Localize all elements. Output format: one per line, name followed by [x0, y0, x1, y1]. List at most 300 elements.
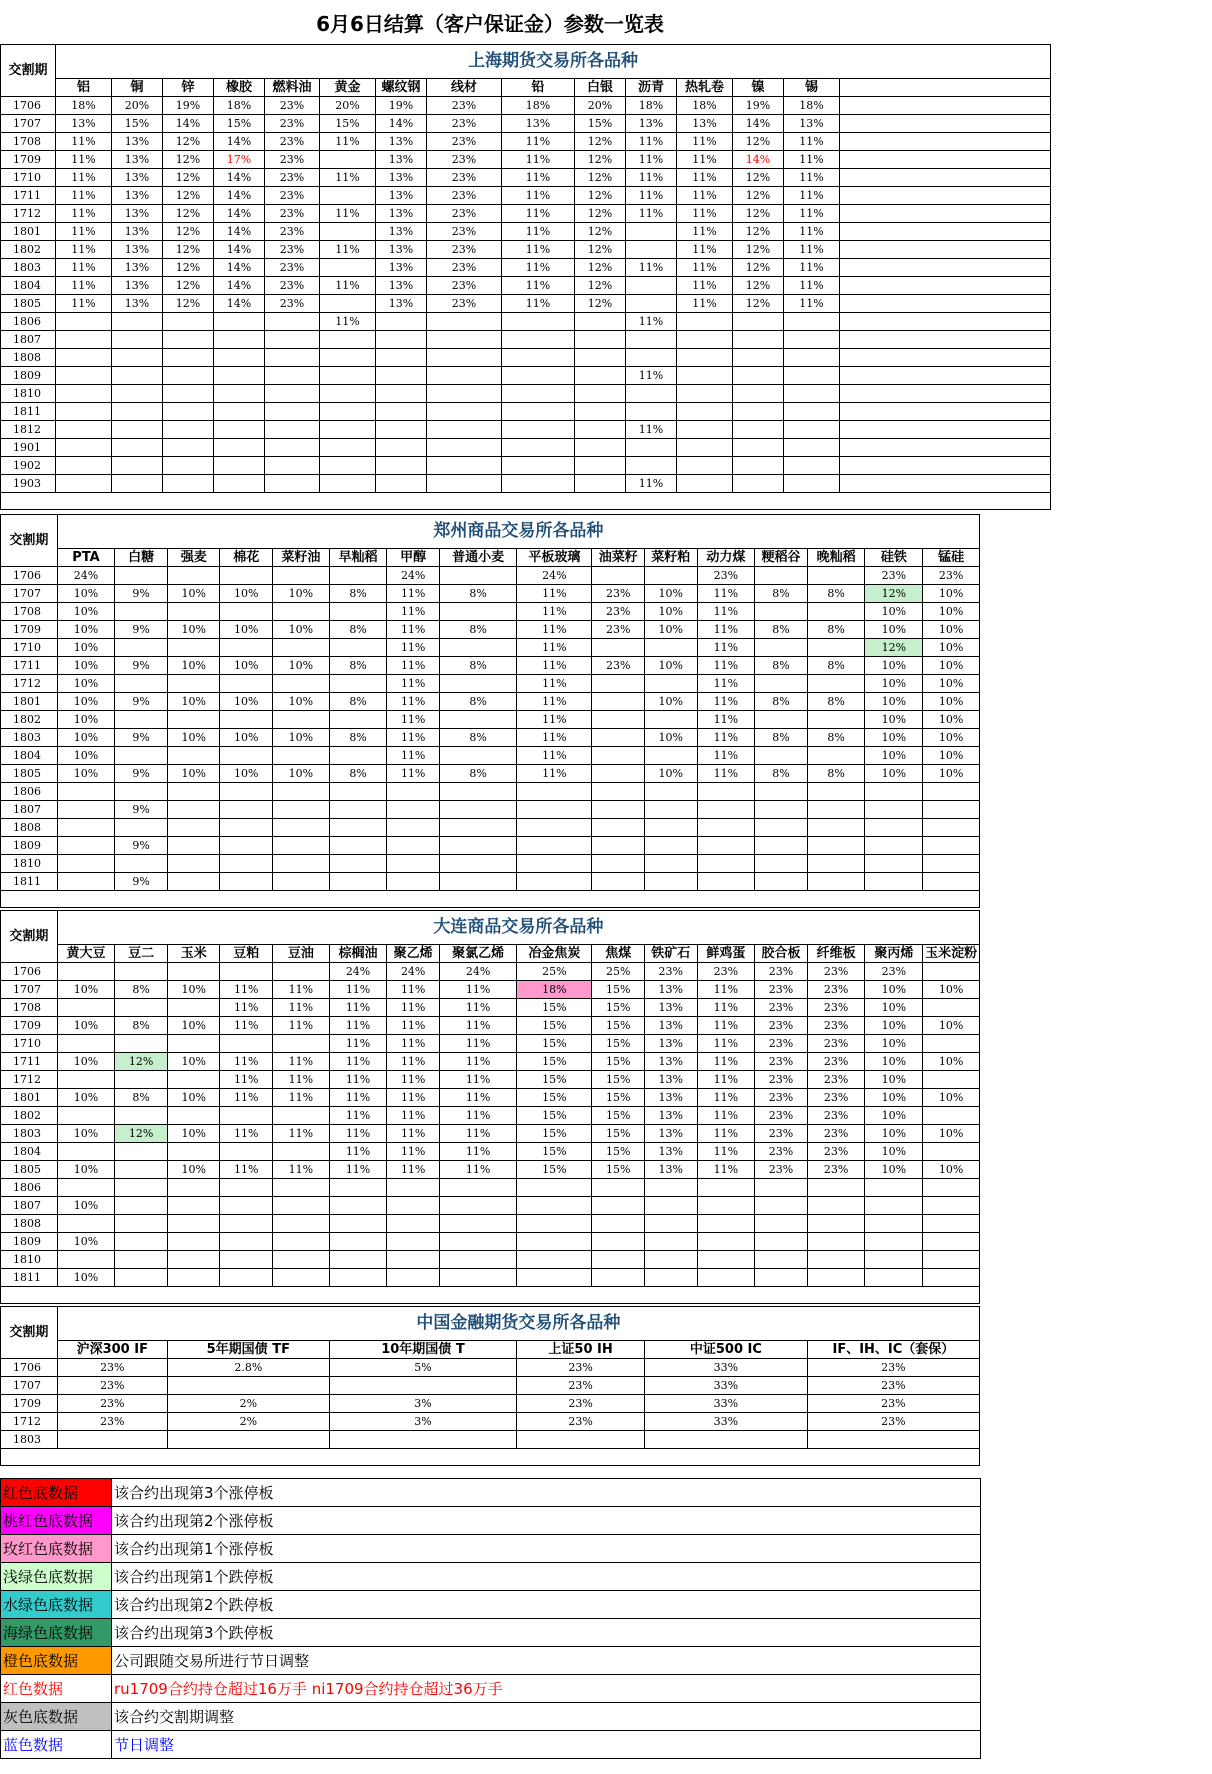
margin-cell: 8%	[755, 621, 808, 639]
margin-cell: 11%	[329, 1089, 387, 1107]
legend-swatch-label: 水绿色底数据	[1, 1591, 112, 1619]
margin-cell	[807, 855, 865, 873]
margin-cell: 11%	[439, 1089, 516, 1107]
margin-cell	[439, 747, 516, 765]
margin-cell	[273, 1197, 330, 1215]
margin-cell	[273, 1215, 330, 1233]
margin-cell: 23%	[265, 205, 320, 223]
margin-cell	[807, 837, 865, 855]
delivery-period: 1802	[1, 711, 58, 729]
margin-cell: 11%	[387, 1053, 440, 1071]
margin-cell: 15%	[592, 1089, 645, 1107]
margin-cell	[214, 439, 265, 457]
margin-cell: 23%	[755, 1107, 808, 1125]
margin-cell: 15%	[517, 999, 592, 1017]
margin-cell	[220, 1251, 273, 1269]
margin-cell: 23%	[517, 1377, 645, 1395]
margin-cell: 11%	[387, 1035, 440, 1053]
margin-cell	[273, 1251, 330, 1269]
margin-cell: 23%	[755, 1017, 808, 1035]
margin-cell	[320, 439, 376, 457]
margin-cell	[220, 783, 273, 801]
margin-cell: 11%	[697, 711, 755, 729]
delivery-period: 1810	[1, 1251, 58, 1269]
table-row	[1, 1197, 980, 1215]
margin-cell	[387, 783, 440, 801]
margin-cell: 23%	[807, 1017, 865, 1035]
margin-cell: 10%	[57, 657, 115, 675]
margin-cell: 15%	[320, 115, 376, 133]
margin-cell: 11%	[677, 223, 733, 241]
table-row	[1, 1125, 980, 1143]
margin-cell	[644, 819, 697, 837]
delivery-period: 1802	[1, 241, 56, 259]
margin-cell: 23%	[265, 133, 320, 151]
legend-swatch-label: 蓝色数据	[1, 1731, 112, 1759]
margin-cell: 11%	[677, 295, 733, 313]
margin-cell	[755, 1251, 808, 1269]
margin-cell: 23%	[265, 97, 320, 115]
empty-cell	[840, 349, 1051, 367]
margin-cell: 11%	[329, 1017, 387, 1035]
table-row	[1, 385, 1051, 403]
margin-cell	[592, 693, 645, 711]
margin-cell	[115, 603, 168, 621]
margin-cell: 11%	[677, 151, 733, 169]
margin-cell	[439, 1251, 516, 1269]
margin-cell	[220, 1215, 273, 1233]
table-row	[1, 693, 980, 711]
margin-cell: 10%	[57, 1161, 115, 1179]
margin-cell	[329, 1179, 387, 1197]
cffex-exchange-title: 中国金融期货交易所各品种	[57, 1307, 979, 1341]
table-row	[1, 1359, 980, 1377]
margin-cell: 11%	[56, 169, 112, 187]
margin-cell	[592, 567, 645, 585]
margin-cell: 23%	[697, 963, 755, 981]
product-header: 动力煤	[697, 549, 755, 567]
margin-cell: 23%	[592, 621, 645, 639]
margin-cell	[387, 1215, 440, 1233]
product-header: 聚氯乙烯	[439, 945, 516, 963]
margin-cell	[329, 639, 387, 657]
margin-cell	[376, 385, 427, 403]
margin-cell: 13%	[376, 295, 427, 313]
margin-cell	[329, 567, 387, 585]
margin-cell: 11%	[517, 639, 592, 657]
margin-cell: 12%	[733, 277, 784, 295]
margin-cell: 11%	[387, 729, 440, 747]
table-row	[1, 259, 1051, 277]
margin-cell: 10%	[865, 729, 923, 747]
margin-cell	[427, 457, 502, 475]
margin-cell: 10%	[865, 747, 923, 765]
margin-cell: 11%	[517, 675, 592, 693]
margin-cell: 15%	[575, 115, 626, 133]
empty-cell	[840, 331, 1051, 349]
margin-cell: 10%	[57, 1089, 115, 1107]
margin-cell	[923, 819, 980, 837]
margin-cell: 10%	[57, 639, 115, 657]
margin-cell: 11%	[273, 1017, 330, 1035]
margin-cell	[56, 457, 112, 475]
margin-cell	[320, 259, 376, 277]
product-header: 聚丙烯	[865, 945, 923, 963]
margin-cell: 11%	[220, 1053, 273, 1071]
margin-cell	[214, 403, 265, 421]
margin-cell: 15%	[592, 1071, 645, 1089]
margin-cell	[273, 873, 330, 891]
legend-description: 该合约出现第3个跌停板	[112, 1619, 981, 1647]
margin-cell	[517, 1269, 592, 1287]
margin-cell	[755, 711, 808, 729]
margin-cell	[57, 819, 115, 837]
margin-cell	[439, 1197, 516, 1215]
margin-cell: 13%	[376, 169, 427, 187]
margin-cell: 15%	[592, 1125, 645, 1143]
margin-cell	[273, 1107, 330, 1125]
margin-cell: 10%	[865, 981, 923, 999]
margin-cell	[320, 331, 376, 349]
table-row	[1, 223, 1051, 241]
margin-cell	[923, 1035, 980, 1053]
margin-cell: 14%	[733, 151, 784, 169]
margin-cell: 13%	[112, 223, 163, 241]
margin-cell: 10%	[273, 693, 330, 711]
legend-swatch-label: 橙色底数据	[1, 1647, 112, 1675]
table-row	[1, 133, 1051, 151]
delivery-period: 1711	[1, 657, 58, 675]
legend-swatch-label: 海绿色底数据	[1, 1619, 112, 1647]
margin-cell: 23%	[807, 1377, 979, 1395]
margin-cell	[115, 1107, 168, 1125]
margin-cell	[387, 801, 440, 819]
margin-cell: 11%	[502, 151, 575, 169]
margin-cell: 11%	[502, 187, 575, 205]
table-row	[1, 1215, 980, 1233]
table-row	[1, 675, 980, 693]
margin-cell: 15%	[517, 1089, 592, 1107]
product-header: 铁矿石	[644, 945, 697, 963]
margin-cell	[807, 1269, 865, 1287]
margin-cell	[220, 1269, 273, 1287]
margin-cell	[273, 819, 330, 837]
delivery-period: 1707	[1, 981, 58, 999]
margin-cell: 23%	[755, 1125, 808, 1143]
delivery-period: 1903	[1, 475, 56, 493]
margin-cell	[115, 1215, 168, 1233]
margin-cell: 12%	[575, 295, 626, 313]
empty-cell	[840, 457, 1051, 475]
margin-cell: 23%	[427, 133, 502, 151]
margin-cell: 11%	[220, 999, 273, 1017]
margin-cell: 13%	[112, 169, 163, 187]
margin-cell: 9%	[115, 693, 168, 711]
margin-cell: 10%	[865, 1125, 923, 1143]
margin-cell	[807, 603, 865, 621]
product-header: 平板玻璃	[517, 549, 592, 567]
margin-cell	[427, 421, 502, 439]
margin-cell: 18%	[784, 97, 840, 115]
margin-cell: 11%	[697, 603, 755, 621]
margin-cell: 15%	[517, 1143, 592, 1161]
margin-cell	[112, 421, 163, 439]
margin-cell: 11%	[439, 1017, 516, 1035]
sheet-title: 6月6日结算（客户保证金）参数一览表	[316, 12, 664, 36]
margin-cell: 12%	[163, 241, 214, 259]
margin-cell	[923, 1071, 980, 1089]
margin-cell: 10%	[57, 1269, 115, 1287]
margin-cell	[115, 675, 168, 693]
margin-cell: 12%	[115, 1125, 168, 1143]
delivery-period: 1809	[1, 837, 58, 855]
margin-cell: 13%	[677, 115, 733, 133]
margin-cell	[517, 801, 592, 819]
delivery-period: 1810	[1, 855, 58, 873]
margin-cell	[56, 439, 112, 457]
margin-cell	[923, 801, 980, 819]
margin-cell	[387, 855, 440, 873]
legend-description: 该合约出现第1个涨停板	[112, 1535, 981, 1563]
margin-cell: 12%	[733, 187, 784, 205]
table-row	[1, 1017, 980, 1035]
margin-cell	[376, 457, 427, 475]
margin-cell: 15%	[517, 1107, 592, 1125]
margin-cell: 23%	[807, 1089, 865, 1107]
margin-cell	[592, 1269, 645, 1287]
margin-cell	[697, 783, 755, 801]
margin-cell: 11%	[502, 223, 575, 241]
product-header: 5年期国债 TF	[167, 1341, 329, 1359]
table-row	[1, 1179, 980, 1197]
margin-cell: 12%	[865, 585, 923, 603]
margin-cell	[329, 783, 387, 801]
product-header: 橡胶	[214, 79, 265, 97]
margin-cell: 9%	[115, 765, 168, 783]
table-row	[1, 657, 980, 675]
margin-cell: 11%	[320, 241, 376, 259]
margin-cell: 11%	[439, 1161, 516, 1179]
margin-cell: 11%	[320, 169, 376, 187]
margin-cell: 11%	[784, 169, 840, 187]
table-row	[1, 765, 980, 783]
dce-exchange-title: 大连商品交易所各品种	[57, 911, 979, 945]
delivery-period: 1812	[1, 421, 56, 439]
margin-cell: 11%	[220, 981, 273, 999]
delivery-period: 1712	[1, 1071, 58, 1089]
delivery-period: 1801	[1, 223, 56, 241]
margin-cell	[697, 1179, 755, 1197]
margin-cell: 11%	[784, 259, 840, 277]
margin-cell: 18%	[677, 97, 733, 115]
delivery-period: 1708	[1, 133, 56, 151]
margin-cell: 11%	[697, 1089, 755, 1107]
margin-cell: 11%	[387, 657, 440, 675]
margin-cell: 8%	[115, 1017, 168, 1035]
legend-description: 该合约交割期调整	[112, 1703, 981, 1731]
margin-cell	[865, 1251, 923, 1269]
delivery-period: 1709	[1, 1395, 58, 1413]
delivery-period: 1901	[1, 439, 56, 457]
margin-cell: 12%	[575, 205, 626, 223]
margin-cell	[923, 1197, 980, 1215]
margin-cell	[57, 783, 115, 801]
margin-cell: 18%	[517, 981, 592, 999]
margin-cell	[697, 1233, 755, 1251]
margin-cell	[115, 1035, 168, 1053]
margin-cell	[592, 1215, 645, 1233]
margin-cell: 10%	[644, 729, 697, 747]
product-header: 纤维板	[807, 945, 865, 963]
margin-cell: 12%	[575, 133, 626, 151]
margin-cell: 23%	[755, 1161, 808, 1179]
margin-cell: 12%	[575, 241, 626, 259]
margin-cell: 12%	[575, 151, 626, 169]
margin-cell: 23%	[265, 223, 320, 241]
margin-cell: 11%	[56, 259, 112, 277]
margin-cell	[807, 1179, 865, 1197]
table-row	[1, 783, 980, 801]
empty-cell	[840, 295, 1051, 313]
empty-cell	[840, 421, 1051, 439]
margin-cell: 23%	[755, 1071, 808, 1089]
margin-cell: 14%	[214, 295, 265, 313]
margin-cell: 10%	[923, 711, 980, 729]
margin-cell	[644, 873, 697, 891]
margin-cell: 13%	[644, 1125, 697, 1143]
margin-cell	[273, 747, 330, 765]
margin-cell: 11%	[677, 241, 733, 259]
margin-cell: 10%	[865, 1035, 923, 1053]
margin-cell: 13%	[644, 1143, 697, 1161]
table-row	[1, 999, 980, 1017]
margin-cell: 5%	[329, 1359, 517, 1377]
margin-cell	[273, 567, 330, 585]
margin-cell: 11%	[502, 277, 575, 295]
margin-cell: 23%	[427, 277, 502, 295]
margin-cell: 10%	[923, 981, 980, 999]
margin-cell: 13%	[112, 151, 163, 169]
margin-cell: 23%	[265, 241, 320, 259]
margin-cell	[167, 1035, 220, 1053]
margin-cell: 11%	[329, 1071, 387, 1089]
margin-cell: 11%	[387, 1161, 440, 1179]
margin-cell	[592, 729, 645, 747]
delivery-period: 1810	[1, 385, 56, 403]
margin-cell	[755, 801, 808, 819]
delivery-period: 1708	[1, 603, 58, 621]
delivery-period: 1807	[1, 801, 58, 819]
margin-cell	[265, 331, 320, 349]
margin-cell	[923, 1179, 980, 1197]
margin-cell	[273, 711, 330, 729]
margin-cell	[57, 1107, 115, 1125]
margin-cell	[592, 1179, 645, 1197]
margin-cell: 11%	[517, 729, 592, 747]
margin-cell: 11%	[517, 747, 592, 765]
margin-cell: 11%	[329, 1053, 387, 1071]
margin-cell	[784, 331, 840, 349]
margin-cell	[439, 639, 516, 657]
margin-cell	[167, 567, 220, 585]
margin-cell	[644, 711, 697, 729]
margin-cell	[923, 855, 980, 873]
margin-cell: 13%	[112, 133, 163, 151]
margin-cell: 11%	[697, 657, 755, 675]
margin-cell: 19%	[163, 97, 214, 115]
margin-cell: 13%	[502, 115, 575, 133]
margin-cell	[644, 1251, 697, 1269]
margin-cell	[167, 855, 220, 873]
margin-cell: 24%	[329, 963, 387, 981]
delivery-period: 1801	[1, 1089, 58, 1107]
margin-cell	[56, 349, 112, 367]
margin-cell: 23%	[755, 1035, 808, 1053]
margin-cell	[517, 873, 592, 891]
margin-cell: 10%	[57, 747, 115, 765]
margin-cell	[376, 475, 427, 493]
margin-cell	[592, 675, 645, 693]
product-header: 玉米淀粉	[923, 945, 980, 963]
margin-cell: 15%	[517, 1125, 592, 1143]
margin-cell: 12%	[733, 169, 784, 187]
product-header: 镍	[733, 79, 784, 97]
margin-cell: 18%	[56, 97, 112, 115]
margin-cell: 11%	[387, 639, 440, 657]
margin-cell: 8%	[807, 621, 865, 639]
margin-cell: 10%	[865, 765, 923, 783]
margin-cell: 11%	[329, 1125, 387, 1143]
margin-cell: 11%	[626, 151, 677, 169]
margin-cell: 11%	[387, 1089, 440, 1107]
margin-cell	[214, 421, 265, 439]
delivery-period: 1805	[1, 765, 58, 783]
margin-cell	[784, 475, 840, 493]
margin-cell: 13%	[376, 223, 427, 241]
margin-cell	[502, 475, 575, 493]
product-header: 强麦	[167, 549, 220, 567]
margin-cell: 13%	[644, 1089, 697, 1107]
product-header: 聚乙烯	[387, 945, 440, 963]
table-row	[1, 1377, 980, 1395]
margin-cell	[755, 855, 808, 873]
table-row	[1, 801, 980, 819]
margin-cell	[923, 1251, 980, 1269]
margin-cell: 10%	[644, 657, 697, 675]
margin-cell: 13%	[56, 115, 112, 133]
table-row	[1, 621, 980, 639]
margin-cell: 11%	[220, 1089, 273, 1107]
margin-cell	[167, 873, 220, 891]
margin-cell: 10%	[167, 765, 220, 783]
margin-cell	[502, 439, 575, 457]
margin-cell: 10%	[865, 1161, 923, 1179]
czce-exchange-title: 郑州商品交易所各品种	[57, 515, 979, 549]
margin-cell: 11%	[502, 259, 575, 277]
margin-cell: 8%	[755, 729, 808, 747]
margin-cell	[220, 819, 273, 837]
margin-cell: 13%	[376, 205, 427, 223]
margin-cell: 13%	[626, 115, 677, 133]
margin-cell: 11%	[784, 277, 840, 295]
margin-cell: 15%	[592, 1017, 645, 1035]
margin-cell: 11%	[273, 1053, 330, 1071]
margin-cell: 13%	[112, 205, 163, 223]
product-header: 豆油	[273, 945, 330, 963]
margin-cell: 11%	[697, 1053, 755, 1071]
margin-cell	[163, 457, 214, 475]
product-header: 玉米	[167, 945, 220, 963]
